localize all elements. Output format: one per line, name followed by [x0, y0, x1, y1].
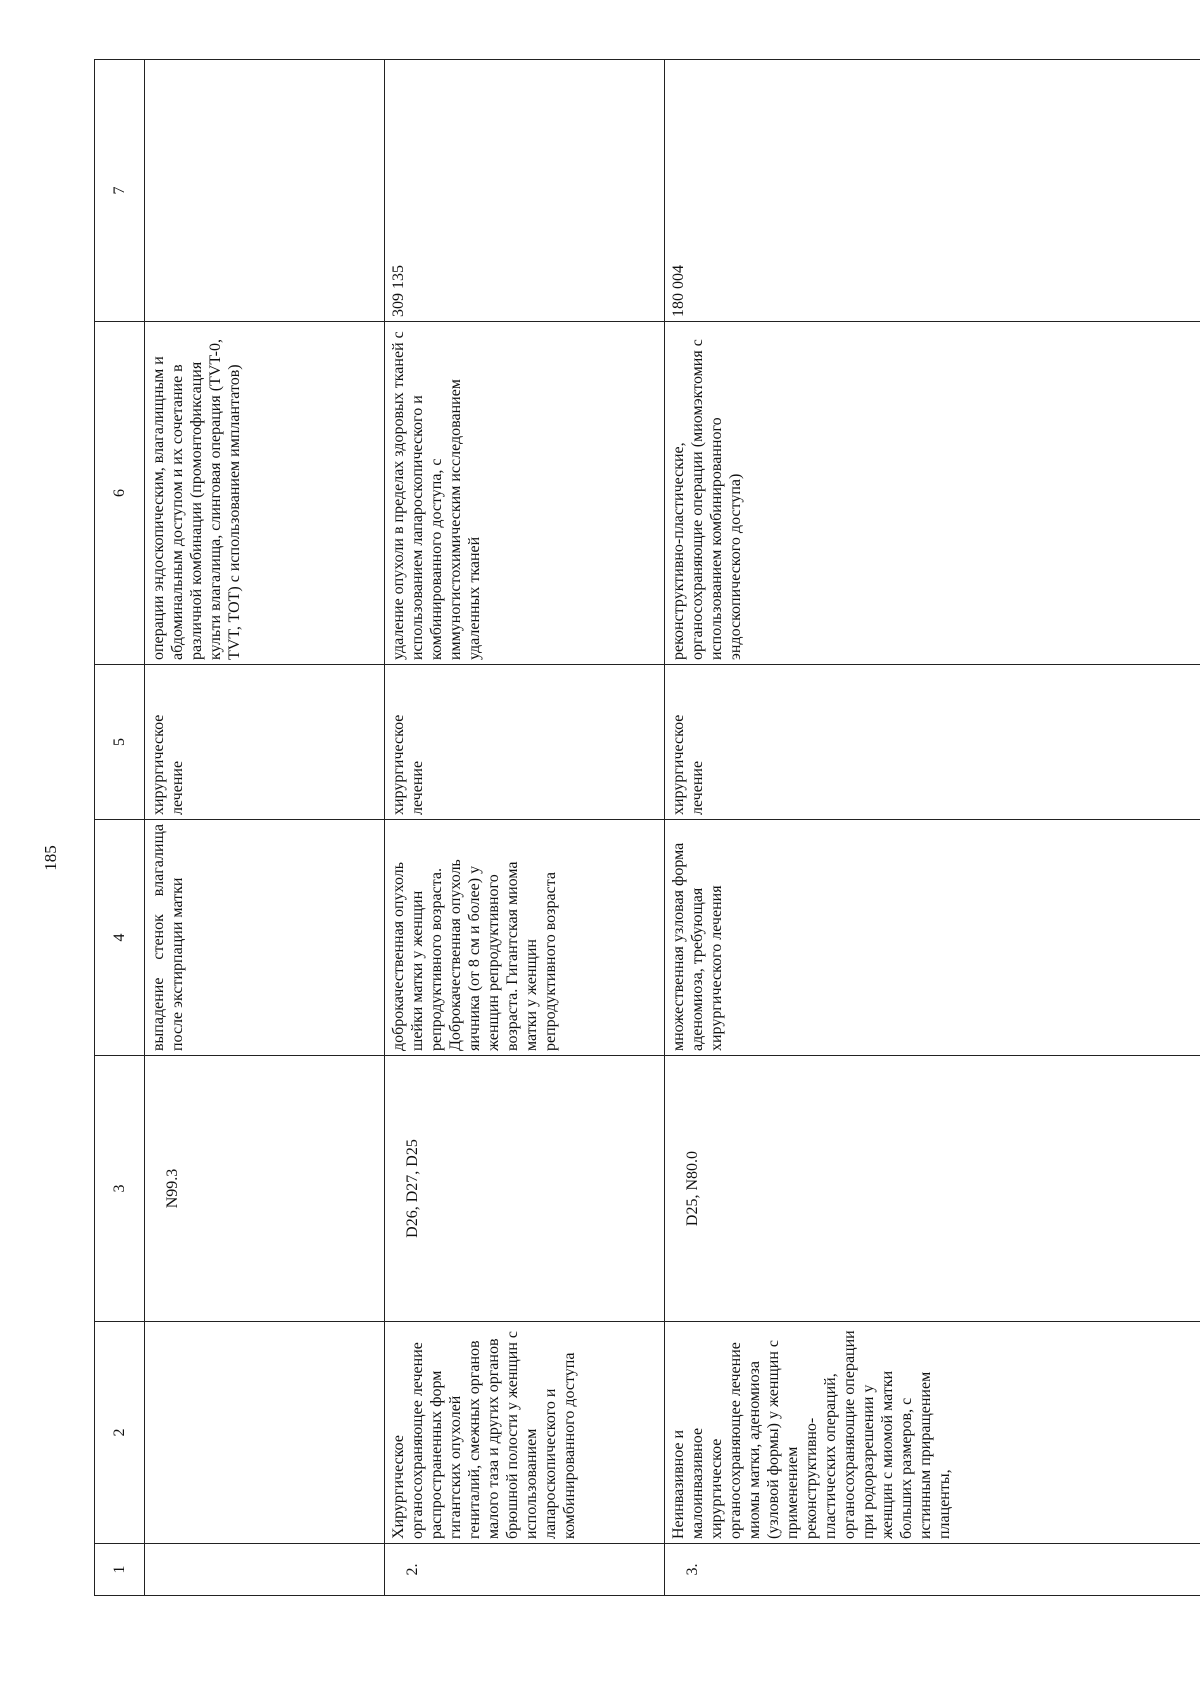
diagnosis-codes: N99.3 — [145, 1056, 385, 1322]
rotated-table-wrapper — [94, 60, 1200, 1596]
cost-value — [145, 60, 385, 322]
col-header-7: 7 — [95, 60, 145, 322]
treatment-method: реконструктивно-пластические, органосохраняющие операции (миомэктомия с использованием комбинированного эндоскопического доступа) — [665, 322, 1200, 665]
table-row — [145, 60, 385, 1596]
patient-model: множественная узловая форма аденомиоза, требующая хирургического лечения — [665, 820, 1200, 1056]
treatment-method: удаление опухоли в пределах здоровых тканей с использованием лапароскопического и комбинированного доступа, с иммуногистохимическим исследованием удаленных тканей — [385, 322, 665, 665]
patient-model: выпадение стенок влагалища после экстирпации матки — [145, 820, 385, 1056]
col-header-3: 3 — [95, 1056, 145, 1322]
cost-value: 180 004 — [665, 60, 1200, 322]
col-header-1: 1 — [95, 1544, 145, 1596]
col-header-4: 4 — [95, 820, 145, 1056]
cost-value: 309 135 — [385, 60, 665, 322]
medical-care-table — [94, 59, 1200, 1596]
col-header-6: 6 — [95, 322, 145, 665]
page-number: 185 — [40, 845, 60, 871]
table-row — [385, 60, 665, 1596]
care-name: Хирургическое органосохраняющее лечение распространенных форм гигантских опухолей гениталий, смежных органов малого таза и других органов брюшной полости у женщин с использованием лапароскопического и комбинированного доступа — [385, 1322, 665, 1544]
care-name: Неинвазивное и малоинвазивное хирургическое органосохраняющее лечение миомы матки, аденомиоза (узловой формы) у женщин с применением реконструктивно-пластических операций, органосохраняющие операции при родоразрешении у женщин с миомой матки больших размеров, с истинным приращением плаценты, — [665, 1322, 1200, 1544]
patient-model: доброкачественная опухоль шейки матки у женщин репродуктивного возраста. Доброкачественная опухоль яичника (от 8 см и более) у женщин репродуктивного возраста. Гигантская миома матки у женщин репродуктивного возраста — [385, 820, 665, 1056]
treatment-type: хирургическое лечение — [385, 665, 665, 820]
row-number: 3. — [665, 1544, 1200, 1596]
row-number — [145, 1544, 385, 1596]
col-header-5: 5 — [95, 665, 145, 820]
table-row — [665, 60, 1200, 1596]
col-header-2: 2 — [95, 1322, 145, 1544]
row-number: 2. — [385, 1544, 665, 1596]
treatment-type: хирургическое лечение — [145, 665, 385, 820]
treatment-method: операции эндоскопическим, влагалищным и абдоминальным доступом и их сочетание в различной комбинации (промонтофиксация культи влагалища, слинговая операция (TVT-0, TVT, TOT) с использованием имплантатов) — [145, 322, 385, 665]
diagnosis-codes: D25, N80.0 — [665, 1056, 1200, 1322]
care-name — [145, 1322, 385, 1544]
header-row — [95, 60, 145, 1596]
treatment-type: хирургическое лечение — [665, 665, 1200, 820]
diagnosis-codes: D26, D27, D25 — [385, 1056, 665, 1322]
